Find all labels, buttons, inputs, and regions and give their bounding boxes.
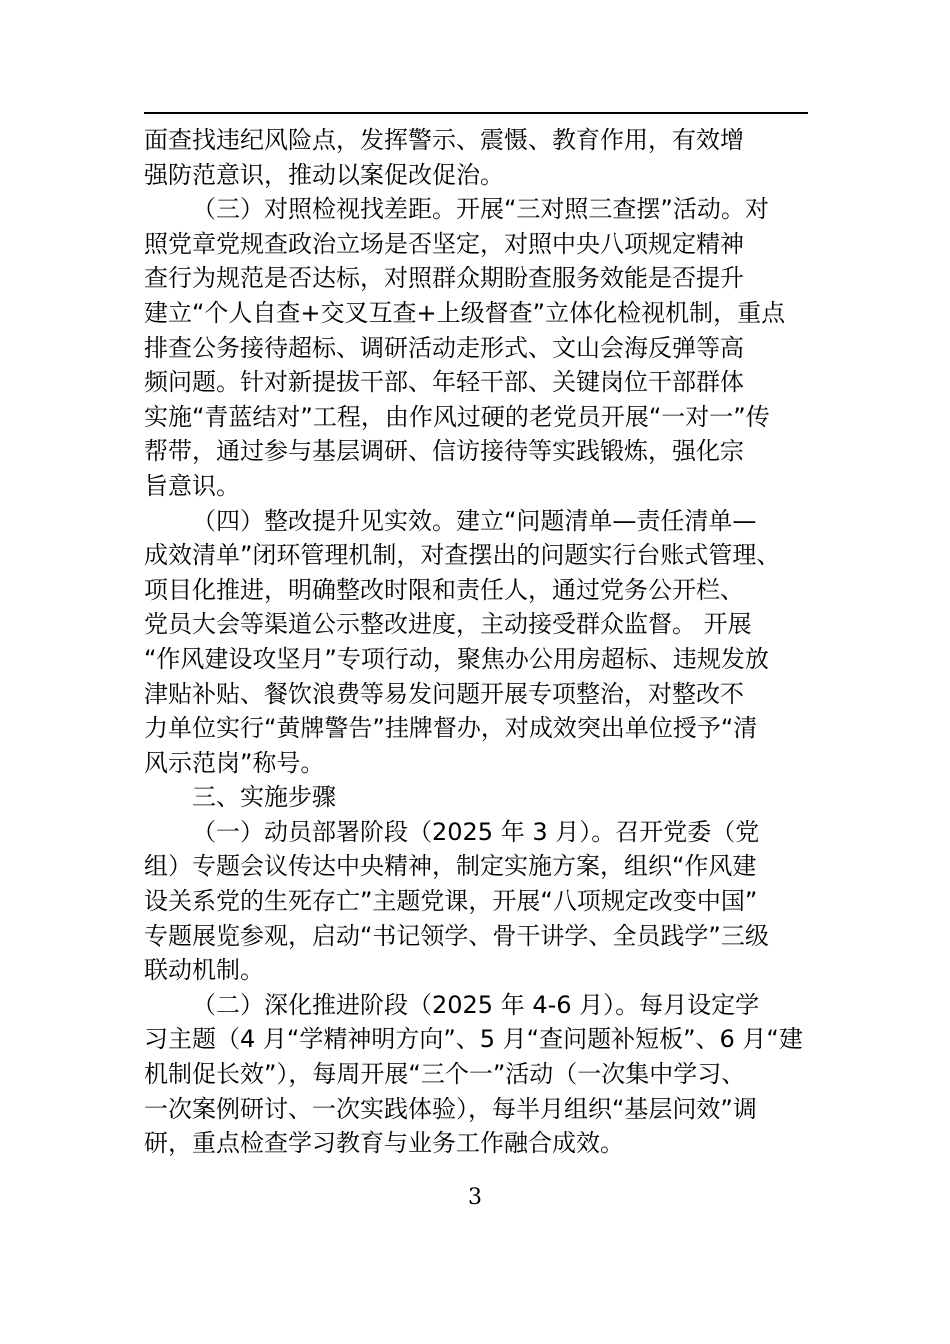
text-line: 设关系党的生死存亡”主题党课，开展“八项规定改变中国”	[144, 887, 758, 916]
text-line: 项目化推进，明确整改时限和责任人，通过党务公开栏、	[144, 575, 744, 604]
paragraph-start-line: （一）动员部署阶段（2025 年 3 月）。召开党委（党	[192, 817, 760, 846]
text-line: 旨意识。	[144, 471, 240, 500]
text-line: 实施“青蓝结对”工程，由作风过硬的老党员开展“一对一”传	[144, 402, 770, 431]
text-line: 机制促长效”），每周开展“三个一”活动（一次集中学习、	[144, 1060, 746, 1089]
text-line: 习主题（4 月“学精神明方向”、5 月“查问题补短板”、6 月“建	[144, 1025, 803, 1054]
text-line: 面查找违纪风险点，发挥警示、震慑、教育作用，有效增	[144, 126, 744, 154]
paragraph-start-line: （四）整改提升见实效。建立“问题清单—责任清单—	[192, 506, 757, 535]
paragraph-start-line: （二）深化推进阶段（2025 年 4-6 月）。每月设定学	[192, 990, 760, 1019]
page-number: 3	[468, 1185, 482, 1210]
text-line: 照党章党规查政治立场是否坚定，对照中央八项规定精神	[144, 229, 744, 258]
text-line: 强防范意识，推动以案促改促治。	[144, 160, 504, 189]
text-line: 专题展览参观，启动“书记领学、骨干讲学、全员践学”三级	[144, 921, 769, 950]
text-line: 联动机制。	[144, 956, 264, 985]
text-line: 力单位实行“黄牌警告”挂牌督办，对成效突出单位授予“清	[144, 714, 758, 743]
text-line: 党员大会等渠道公示整改进度，主动接受群众监督。 开展	[144, 610, 752, 639]
text-line: 帮带，通过参与基层调研、信访接待等实践锻炼，强化宗	[144, 437, 744, 466]
text-line: 查行为规范是否达标，对照群众期盼查服务效能是否提升	[144, 264, 744, 293]
text-line: 排查公务接待超标、调研活动走形式、文山会海反弹等高	[144, 333, 744, 362]
text-line: “作风建设攻坚月”专项行动，聚焦办公用房超标、违规发放	[144, 644, 769, 673]
text-line: 频问题。针对新提拔干部、年轻干部、关键岗位干部群体	[144, 368, 744, 397]
body-text	[144, 123, 808, 1161]
text-line: 风示范岗”称号。	[144, 748, 325, 777]
header-rule	[144, 112, 808, 114]
text-line: 组）专题会议传达中央精神，制定实施方案，组织“作风建	[144, 852, 757, 881]
text-line: 津贴补贴、餐饮浪费等易发问题开展专项整治，对整改不	[144, 679, 744, 708]
text-line: 成效清单”闭环管理机制，对查摆出的问题实行台账式管理、	[144, 541, 781, 570]
text-line: 建立“个人自查+交叉互查+上级督查”立体化检视机制，重点	[144, 298, 786, 327]
text-line: 研，重点检查学习教育与业务工作融合成效。	[144, 1129, 624, 1158]
paragraph-start-line: （三）对照检视找差距。开展“三对照三查摆”活动。对	[192, 195, 769, 224]
text-line: 一次案例研讨、一次实践体验），每半月组织“基层问效”调	[144, 1094, 757, 1123]
section-heading: 三、实施步骤	[192, 783, 336, 812]
